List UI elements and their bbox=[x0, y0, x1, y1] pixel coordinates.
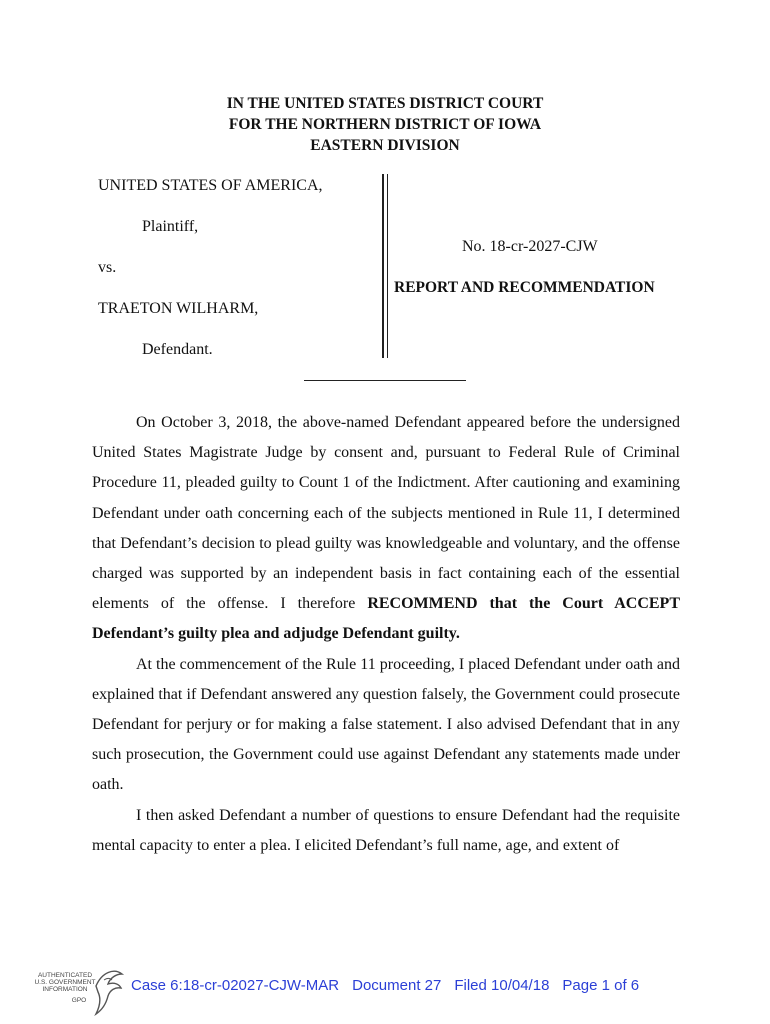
court-header bbox=[0, 93, 770, 156]
plaintiff-name: UNITED STATES OF AMERICA, bbox=[98, 177, 323, 194]
document-title: REPORT AND RECOMMENDATION bbox=[394, 279, 655, 296]
footer-page: Page 1 of 6 bbox=[562, 977, 640, 994]
paragraph-1-text: On October 3, 2018, the above-named Defendant appeared before the undersigned United States Magistrate Judge by consent and, pursuant to Federal Rule of Criminal Procedure 11, pleaded guilty to Count 1 of the Indictment. After cautioning and examining Defendant under oath concerning each of the subjects mentioned in Rule 11, I determined that Defendant’s decision to plead guilty was knowledgeable and voluntary, and the offense charged was supported by an independent basis in fact containing each of the essential elements of the offense. I therefore bbox=[92, 414, 680, 613]
eagle-icon bbox=[92, 966, 126, 1016]
division-name: EASTERN DIVISION bbox=[310, 137, 460, 154]
document-body bbox=[92, 408, 680, 861]
case-number: No. 18-cr-2027-CJW bbox=[462, 238, 598, 255]
seal-line-2: U.S. GOVERNMENT bbox=[34, 979, 96, 986]
defendant-name: TRAETON WILHARM, bbox=[98, 300, 259, 317]
section-divider bbox=[304, 380, 466, 381]
footer-document: Document 27 bbox=[352, 977, 442, 994]
seal-line-4: GPO bbox=[71, 997, 87, 1004]
paragraph-1 bbox=[92, 408, 680, 650]
plaintiff-role: Plaintiff, bbox=[142, 218, 199, 235]
footer-filed: Filed 10/04/18 bbox=[454, 977, 550, 994]
versus-label: vs. bbox=[98, 259, 117, 276]
district-name: FOR THE NORTHERN DISTRICT OF IOWA bbox=[228, 116, 542, 133]
paragraph-2: At the commencement of the Rule 11 proceeding, I placed Defendant under oath and explained that if Defendant answered any question falsely, the Government could prosecute Defendant for perjury or for making a false statement. I also advised Defendant that in any such prosecution, the Government could use against Defendant any statements made under oath. bbox=[92, 655, 680, 794]
court-name: IN THE UNITED STATES DISTRICT COURT bbox=[226, 95, 544, 112]
gpo-seal bbox=[34, 966, 126, 1016]
paragraph-3: I then asked Defendant a number of questions to ensure Defendant had the requisite mental capacity to enter a plea. I elicited Defendant’s full name, age, and extent of bbox=[92, 806, 680, 854]
filing-stamp bbox=[131, 977, 652, 994]
footer-case: Case 6:18-cr-02027-CJW-MAR bbox=[131, 977, 340, 994]
recommendation-text: RECOMMEND that the Court ACCEPT Defendant’s guilty plea and adjudge Defendant guilty. bbox=[92, 595, 680, 643]
seal-line-3: INFORMATION bbox=[42, 986, 88, 993]
defendant-role: Defendant. bbox=[142, 341, 213, 358]
caption-divider bbox=[382, 174, 388, 358]
seal-line-1: AUTHENTICATED bbox=[37, 972, 93, 979]
